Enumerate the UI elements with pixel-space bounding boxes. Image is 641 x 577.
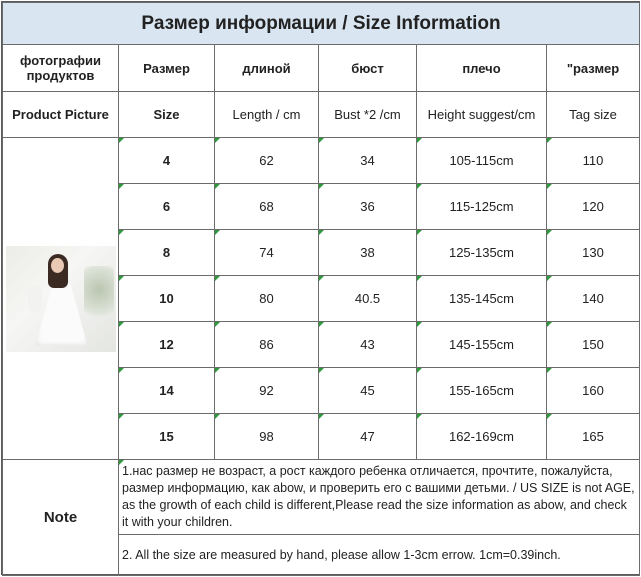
tag-cell: 120	[547, 184, 640, 230]
size-table	[2, 2, 640, 576]
header-en-product: Product Picture	[3, 92, 119, 138]
header-en-height: Height suggest/cm	[417, 92, 547, 138]
length-cell: 86	[215, 322, 319, 368]
header-ru-height: плечо	[417, 45, 547, 92]
tag-cell: 140	[547, 276, 640, 322]
size-cell: 12	[119, 322, 215, 368]
tag-cell: 130	[547, 230, 640, 276]
height-cell: 135-145cm	[417, 276, 547, 322]
table-row	[3, 138, 640, 184]
height-cell: 125-135cm	[417, 230, 547, 276]
header-row-en	[3, 92, 640, 138]
size-cell: 10	[119, 276, 215, 322]
header-en-tag: Tag size	[547, 92, 640, 138]
note-row	[3, 460, 640, 535]
tag-cell: 150	[547, 322, 640, 368]
length-cell: 68	[215, 184, 319, 230]
table-title: Размер информации / Size Information	[3, 3, 640, 45]
bust-cell: 34	[319, 138, 417, 184]
bust-cell: 36	[319, 184, 417, 230]
bust-cell: 43	[319, 322, 417, 368]
height-cell: 105-115cm	[417, 138, 547, 184]
height-cell: 162-169cm	[417, 414, 547, 460]
header-ru-tag: "размер	[547, 45, 640, 92]
note-text-2: 2. All the size are measured by hand, please allow 1-3cm errow. 1cm=0.39inch.	[119, 535, 640, 576]
tag-cell: 110	[547, 138, 640, 184]
bust-cell: 45	[319, 368, 417, 414]
note-label: Note	[3, 460, 119, 576]
size-cell: 8	[119, 230, 215, 276]
header-row-ru	[3, 45, 640, 92]
length-cell: 98	[215, 414, 319, 460]
bust-cell: 38	[319, 230, 417, 276]
bust-cell: 47	[319, 414, 417, 460]
header-en-bust: Bust *2 /cm	[319, 92, 417, 138]
header-ru-length: длиной	[215, 45, 319, 92]
header-ru-size: Размер	[119, 45, 215, 92]
header-ru-bust: бюст	[319, 45, 417, 92]
header-en-length: Length / cm	[215, 92, 319, 138]
header-en-size: Size	[119, 92, 215, 138]
header-ru-product: фотографии продуктов	[3, 45, 119, 92]
tag-cell: 160	[547, 368, 640, 414]
length-cell: 80	[215, 276, 319, 322]
size-chart	[1, 1, 640, 575]
length-cell: 62	[215, 138, 319, 184]
product-picture-cell	[3, 138, 119, 460]
height-cell: 115-125cm	[417, 184, 547, 230]
size-cell: 6	[119, 184, 215, 230]
length-cell: 74	[215, 230, 319, 276]
size-cell: 14	[119, 368, 215, 414]
size-cell: 4	[119, 138, 215, 184]
product-photo	[6, 246, 116, 352]
height-cell: 155-165cm	[417, 368, 547, 414]
length-cell: 92	[215, 368, 319, 414]
height-cell: 145-155cm	[417, 322, 547, 368]
size-cell: 15	[119, 414, 215, 460]
bust-cell: 40.5	[319, 276, 417, 322]
tag-cell: 165	[547, 414, 640, 460]
note-text-1: 1.нас размер не возраст, а рост каждого ребенка отличается, прочтите, пожалуйста, размер информацию, как abow, и проверить его с вашими детьми. / US SIZE is not AGE, as the growth of each child is different,Please read the size information as abow, and check it with your children.	[119, 460, 640, 535]
